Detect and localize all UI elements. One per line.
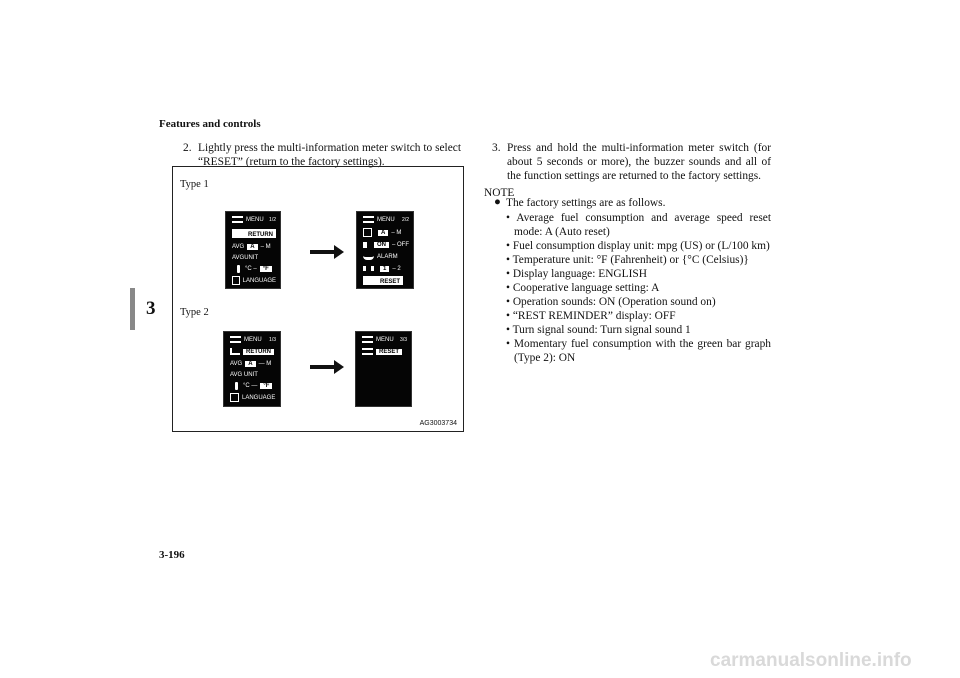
- list-item: • Average fuel consumption and average speed reset mode: A (Auto reset): [506, 212, 771, 238]
- step-3-number: 3.: [492, 142, 501, 154]
- step-3-text: Press and hold the multi-information meter switch (for about 5 seconds or more), the buzzer sounds and all of the function settings are returned to the factory settings.: [507, 142, 771, 182]
- screen-page: 1/2: [269, 216, 276, 223]
- temp-option: °C —: [243, 382, 258, 389]
- return-label: RETURN: [248, 232, 273, 238]
- sound-row: [363, 239, 409, 250]
- watermark: carmanualsonline.info: [710, 650, 912, 671]
- list-item: • “REST REMINDER” display: OFF: [506, 310, 676, 322]
- section-header: Features and controls: [159, 118, 261, 130]
- menu-icon: [362, 336, 373, 343]
- alarm-icon: [363, 254, 374, 260]
- list-item: • Fuel consumption display unit: mpg (US) or (L/100 km): [506, 240, 770, 252]
- return-label: RETURN: [243, 349, 274, 355]
- speaker-icon: [363, 242, 368, 248]
- screen-page: 2/2: [402, 216, 409, 223]
- reset-label: RESET: [376, 349, 402, 355]
- step-2-text: Lightly press the multi-information meter switch to select “RESET” (return to the factory settings).: [198, 142, 461, 168]
- avg-mode-row: [232, 241, 276, 252]
- temp-selected-box: °F: [260, 383, 272, 389]
- language-row: [232, 275, 276, 286]
- chapter-tab-bar: [130, 288, 135, 330]
- alarm-row: [363, 251, 409, 262]
- language-row: [230, 392, 276, 403]
- figure-id: AG3003734: [419, 420, 457, 427]
- turn-signal-row: [363, 263, 409, 274]
- thermometer-icon: [237, 265, 240, 273]
- type2-menu-screen-2: [355, 331, 412, 407]
- type-2-label: Type 2: [180, 307, 209, 318]
- thermometer-icon: [235, 382, 238, 390]
- type1-menu-screen-2: [356, 211, 414, 289]
- return-row: [232, 228, 276, 239]
- step-2-number: 2.: [183, 142, 192, 154]
- sound-selected-box: ON: [374, 242, 389, 248]
- avg-mode-row: [230, 358, 276, 369]
- language-icon: [363, 228, 372, 237]
- language-label: LANGUAGE: [242, 394, 276, 401]
- screen-title-row: [362, 334, 407, 345]
- screen-title: MENU: [376, 336, 394, 343]
- turn-selected-box: 1: [380, 266, 389, 272]
- right-arrow-icon: [310, 365, 336, 369]
- language-label: LANGUAGE: [242, 277, 276, 284]
- cooperative-language-row: [363, 227, 409, 238]
- return-icon: [235, 229, 245, 236]
- avg-option: – M: [260, 243, 271, 250]
- return-row: [230, 346, 276, 357]
- coop-option: – M: [391, 229, 402, 236]
- note-bullet-icon: ●: [494, 196, 501, 208]
- screen-title-row: [363, 214, 409, 225]
- menu-icon: [230, 336, 241, 343]
- type1-menu-screen-1: [225, 211, 281, 289]
- right-arrow-icon: [310, 250, 336, 254]
- coop-selected-box: A: [378, 230, 388, 236]
- temperature-row: [230, 380, 276, 391]
- screen-title: MENU: [244, 336, 262, 343]
- menu-icon: [363, 216, 374, 223]
- list-item: • Momentary fuel consumption with the green bar graph (Type 2): ON: [506, 338, 771, 364]
- reset-row: [362, 346, 407, 357]
- type2-menu-screen-1: [223, 331, 281, 407]
- avg-selected-box: A: [245, 361, 255, 367]
- menu-icon: [232, 216, 243, 223]
- note-list: [506, 211, 771, 365]
- chapter-tab: [128, 288, 164, 330]
- alarm-label: ALARM: [377, 253, 398, 260]
- menu-figure: [172, 166, 464, 432]
- list-item: • Turn signal sound: Turn signal sound 1: [506, 324, 691, 336]
- reset-icon: [362, 348, 373, 355]
- avg-option: — M: [258, 360, 272, 367]
- turn-option: – 2: [392, 265, 401, 272]
- avg-unit-row: [232, 252, 276, 263]
- list-item: • Cooperative language setting: A: [506, 282, 660, 294]
- avg-selected-box: A: [247, 244, 257, 250]
- avg-label: AVG: [230, 360, 243, 367]
- screen-title: MENU: [246, 216, 264, 223]
- avg-unit-label: AVGUNIT: [232, 254, 259, 261]
- list-item: • Display language: ENGLISH: [506, 268, 647, 280]
- return-icon: [230, 348, 240, 355]
- reset-item: [363, 276, 403, 285]
- page-number: 3-196: [159, 549, 185, 561]
- reset-label: RESET: [380, 279, 401, 285]
- list-item: • Operation sounds: ON (Operation sound on): [506, 296, 716, 308]
- avg-label: AVG: [232, 243, 245, 250]
- screen-title: MENU: [377, 216, 395, 223]
- reset-icon: [366, 276, 377, 283]
- step-2: [183, 141, 461, 169]
- turn-signal-icon: [363, 266, 374, 271]
- avg-unit-label: AVG UNIT: [230, 371, 258, 378]
- temp-selected-box: °F: [260, 266, 272, 272]
- language-icon: [232, 276, 240, 285]
- step-3: [492, 141, 771, 183]
- screen-page: 1/3: [269, 336, 276, 343]
- screen-title-row: [232, 214, 276, 225]
- chapter-number: 3: [146, 298, 156, 319]
- sound-option: – OFF: [391, 241, 409, 248]
- screen-page: 3/3: [400, 336, 407, 343]
- language-icon: [230, 393, 239, 402]
- list-item: • Temperature unit: °F (Fahrenheit) or {°C (Celsius)}: [506, 254, 749, 266]
- note-title: NOTE: [484, 187, 515, 199]
- return-item: [232, 229, 276, 238]
- reset-row: [363, 275, 409, 286]
- screen-title-row: [230, 334, 276, 345]
- temperature-row: [232, 263, 276, 274]
- type-1-label: Type 1: [180, 179, 209, 190]
- temp-option: °C –: [245, 265, 257, 272]
- note-intro: The factory settings are as follows.: [506, 197, 666, 209]
- avg-unit-row: [230, 369, 276, 380]
